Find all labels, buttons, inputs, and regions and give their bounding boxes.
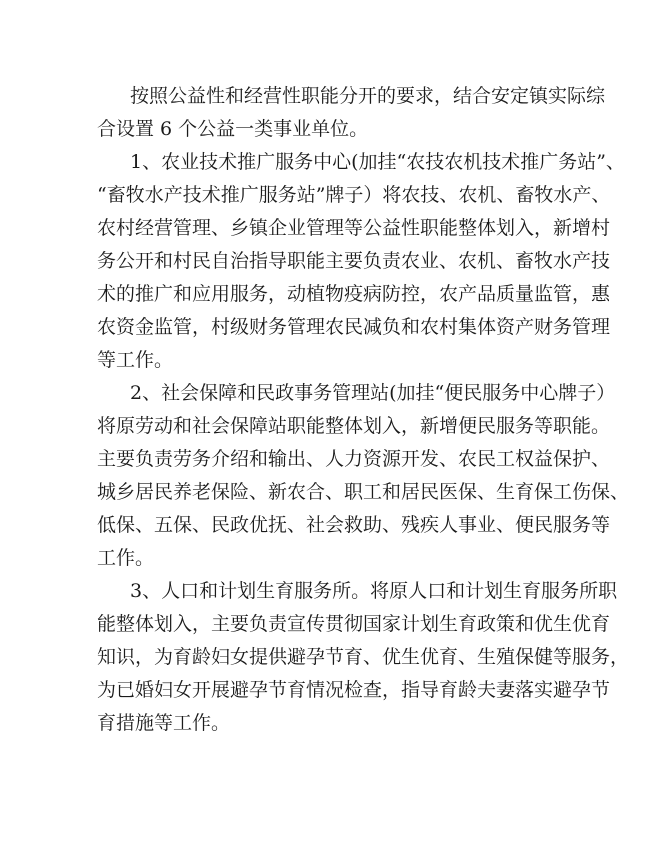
text-line: 能整体划入，主要负责宣传贯彻国家计划生育政策和优生优育	[97, 613, 611, 635]
text-line: 1、农业技术推广服务中心(加挂“农技农机技术推广务站”、	[130, 151, 625, 173]
text-line: 低保、五保、民政优抚、社会救助、残疾人事业、便民服务等	[97, 514, 611, 536]
text-line: 将原劳动和社会保障站职能整体划入，新增便民服务等职能。	[97, 415, 611, 437]
text-line: 知识，为育龄妇女提供避孕节育、优生优育、生殖保健等服务，	[97, 646, 630, 668]
text-line: 务公开和村民自治指导职能主要负责农业、农机、畜牧水产技	[97, 250, 611, 272]
text-line: 术的推广和应用服务，动植物疫病防控，农产品质量监管，惠	[97, 283, 611, 305]
text-line: 合设置 6 个公益一类事业单位。	[97, 118, 369, 140]
text-line: 按照公益性和经营性职能分开的要求，结合安定镇实际综	[130, 85, 606, 107]
text-line: “畜牧水产技术推广服务站”牌子）将农技、农机、畜牧水产、	[97, 184, 611, 206]
text-line: 等工作。	[97, 349, 174, 371]
text-line: 育措施等工作。	[97, 712, 231, 734]
text-line: 3、人口和计划生育服务所。将原人口和计划生育服务所职	[130, 580, 618, 602]
text-line: 农资金监管，村级财务管理农民减负和农村集体资产财务管理	[97, 316, 611, 338]
text-line: 2、社会保障和民政事务管理站(加挂“便民服务中心牌子）	[130, 382, 616, 404]
text-line: 农村经营管理、乡镇企业管理等公益性职能整体划入，新增村	[97, 217, 611, 239]
text-line: 工作。	[97, 547, 155, 569]
text-line: 为已婚妇女开展避孕节育情况检查，指导育龄夫妻落实避孕节	[97, 679, 611, 701]
text-line: 城乡居民养老保险、新农合、职工和居民医保、生育保工伤保、	[97, 481, 630, 503]
text-line: 主要负责劳务介绍和输出、人力资源开发、农民工权益保护、	[97, 448, 611, 470]
